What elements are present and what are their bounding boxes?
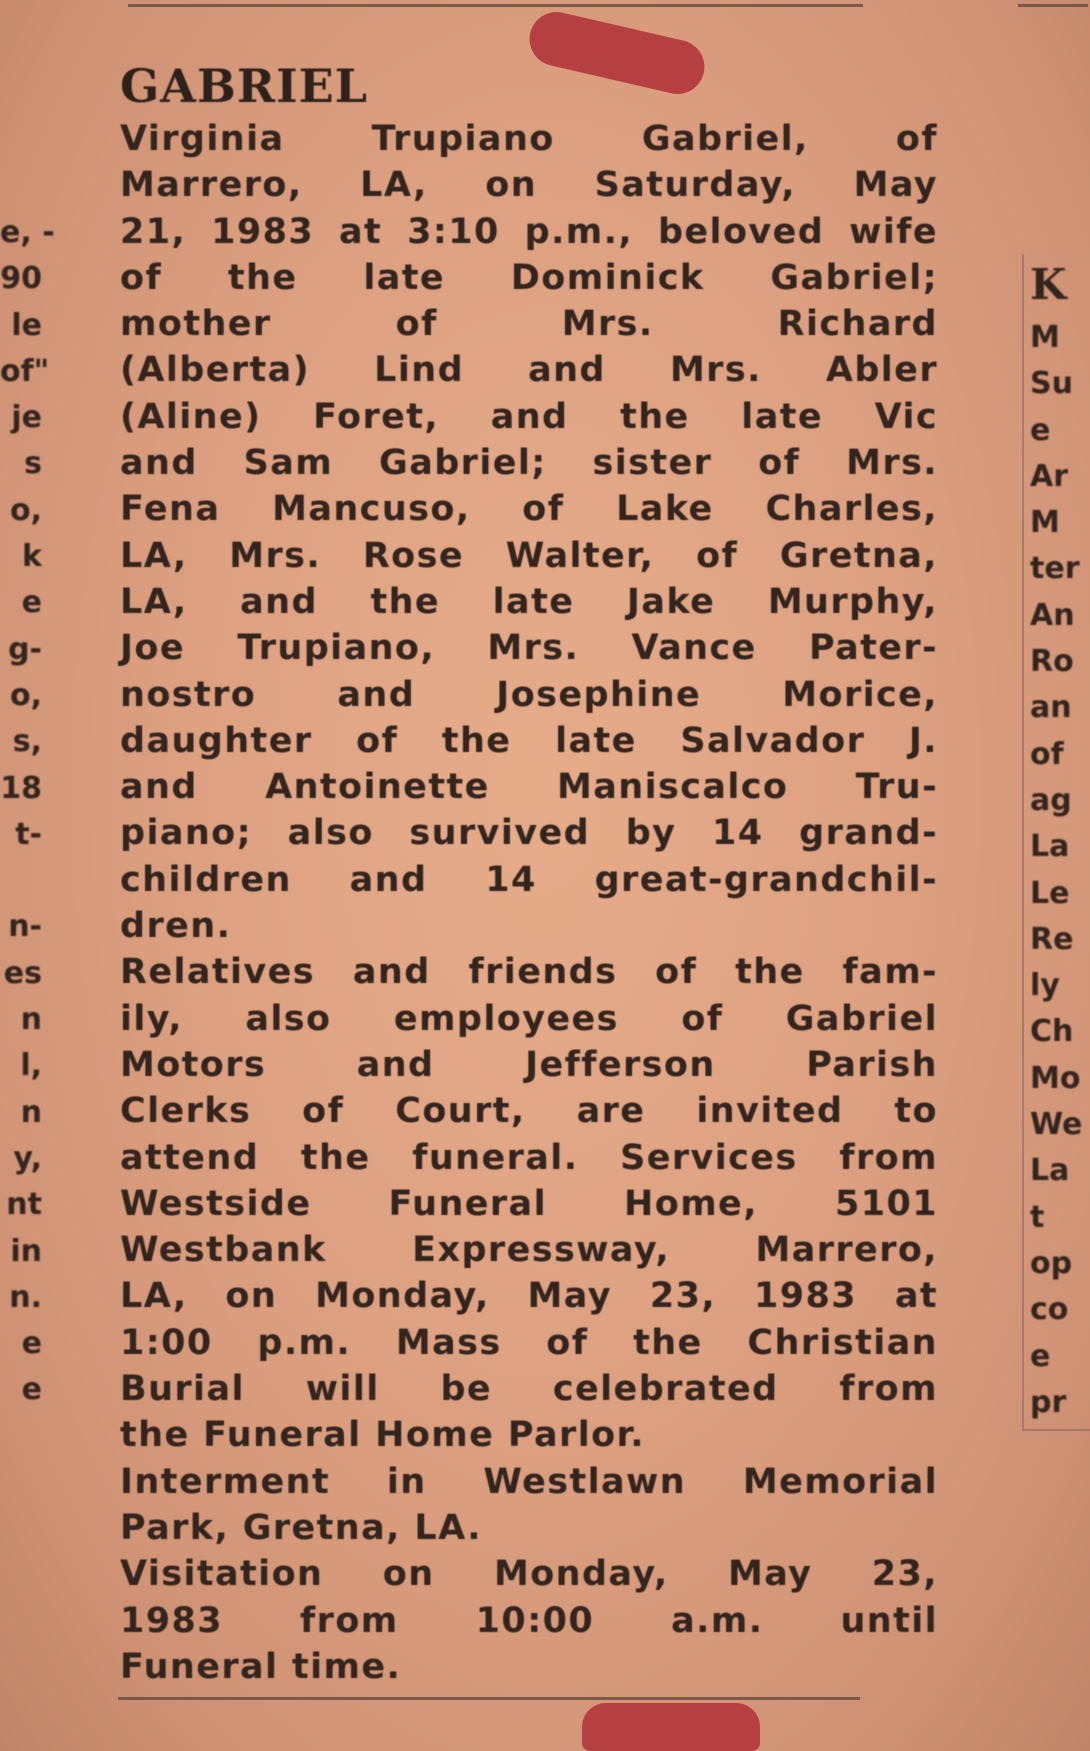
obituary-line: mother of Mrs. Richard — [120, 304, 938, 345]
obituary-line: Relatives and friends of the fam- — [120, 952, 938, 993]
right-column-fragment: Su — [1030, 366, 1073, 402]
left-column-fragment: t- — [15, 816, 42, 852]
obituary-line: Visitation on Monday, May 23, — [120, 1554, 938, 1595]
obituary-line: daughter of the late Salvador J. — [120, 720, 938, 761]
right-column-fragment: t — [1030, 1199, 1045, 1235]
right-column-fragment: op — [1030, 1245, 1073, 1281]
right-column-fragment: La — [1030, 829, 1070, 865]
left-column-fragment: n- — [8, 909, 42, 945]
bottom-rule — [118, 1697, 860, 1700]
left-column-fragment: n — [20, 1094, 42, 1130]
right-column-fragment: ly — [1030, 968, 1060, 1004]
right-column-fragment: An — [1030, 597, 1075, 633]
right-column-fragment: M — [1030, 320, 1060, 355]
left-column-fragment: e — [21, 1326, 42, 1362]
right-column-fragments — [1030, 255, 1088, 1426]
left-column-fragment: e, - — [0, 215, 55, 250]
obituary-line: Joe Trupiano, Mrs. Vance Pater- — [120, 628, 938, 669]
obituary-line: and Antoinette Maniscalco Tru- — [120, 767, 938, 808]
left-column-fragment: n — [20, 1002, 42, 1038]
obituary-line: Marrero, LA, on Saturday, May — [120, 165, 938, 206]
obituary-line: of the late Dominick Gabriel; — [120, 257, 938, 298]
obituary-line: attend the funeral. Services from — [120, 1137, 938, 1178]
right-column-fragment: e — [1030, 412, 1051, 448]
obituary-line: piano; also survived by 14 grand- — [120, 813, 938, 854]
obituary-headline: GABRIEL — [120, 59, 369, 113]
obituary-line: 21, 1983 at 3:10 p.m., beloved wife — [120, 211, 938, 252]
right-column-fragment: e — [1030, 1338, 1051, 1374]
right-column-fragment: Ro — [1030, 644, 1074, 680]
top-rule — [128, 4, 863, 7]
obituary-line: Motors and Jefferson Parish — [120, 1044, 938, 1085]
left-column-fragment: s — [24, 446, 42, 482]
obituary-line: 1:00 p.m. Mass of the Christian — [120, 1322, 938, 1363]
left-column-fragment — [0, 858, 42, 904]
right-column-headline: K — [1030, 260, 1067, 309]
right-column-fragment: of — [1030, 736, 1064, 772]
right-column-fragment: co — [1030, 1292, 1069, 1328]
obituary-line: children and 14 great-grandchil- — [120, 859, 938, 900]
left-column-fragment: g- — [8, 631, 42, 667]
right-column-fragment: ag — [1030, 782, 1072, 818]
left-column-fragment: k — [22, 539, 42, 575]
obituary-line: LA, Mrs. Rose Walter, of Gretna, — [120, 535, 938, 576]
right-column-fragment: M — [1030, 505, 1060, 541]
left-column-fragment: es — [3, 955, 42, 991]
right-column-fragment: pr — [1030, 1384, 1067, 1420]
obituary-line: (Alberta) Lind and Mrs. Abler — [120, 350, 938, 391]
left-column-fragment: y, — [13, 1140, 42, 1176]
obituary-line: (Aline) Foret, and the late Vic — [120, 396, 938, 437]
red-marker-stroke-bottom — [582, 1703, 760, 1751]
right-column-fragment: Re — [1030, 921, 1074, 957]
right-column-fragment: We — [1030, 1107, 1083, 1143]
right-column-fragment: Ar — [1030, 458, 1069, 494]
obituary-line: ily, also employees of Gabriel — [120, 998, 938, 1039]
right-column-fragment: Mo — [1030, 1060, 1081, 1096]
left-column-fragment: o, — [9, 677, 42, 713]
right-column-fragment: ter — [1030, 551, 1080, 587]
obituary-line: and Sam Gabriel; sister of Mrs. — [120, 443, 938, 484]
right-column-fragment: an — [1030, 690, 1072, 726]
right-column-fragment: Le — [1030, 875, 1070, 911]
left-column-fragment: e — [21, 1372, 42, 1408]
left-column-fragment: o, — [9, 492, 42, 528]
obituary-line: dren. — [120, 906, 232, 947]
left-column-fragment: le — [11, 307, 42, 343]
left-column-fragment: 90 — [0, 261, 42, 297]
obituary-line: Westbank Expressway, Marrero, — [120, 1230, 938, 1271]
obituary-line: nostro and Josephine Morice, — [120, 674, 938, 715]
left-column-fragment: 18 — [0, 770, 42, 806]
top-rule-right — [1018, 4, 1088, 7]
obituary-line: Burial will be celebrated from — [120, 1369, 938, 1410]
left-column-fragment: s, — [12, 724, 42, 760]
left-column-fragment: nt — [6, 1187, 42, 1223]
left-column-fragment: je — [11, 400, 42, 436]
obituary-line: the Funeral Home Parlor. — [120, 1415, 645, 1456]
right-column-fragment: La — [1030, 1153, 1070, 1189]
left-column-fragment: of" — [0, 353, 50, 389]
obituary-line: LA, and the late Jake Murphy, — [120, 581, 938, 622]
obituary-line: Funeral time. — [120, 1646, 402, 1687]
obituary-line: 1983 from 10:00 a.m. until — [120, 1600, 938, 1641]
obituary-body — [120, 116, 938, 1690]
left-column-fragment: l, — [20, 1048, 42, 1084]
obituary-line: Westside Funeral Home, 5101 — [120, 1183, 938, 1224]
obituary-line: Clerks of Court, are invited to — [120, 1091, 938, 1132]
left-column-fragments — [0, 210, 55, 1414]
obituary-line: Virginia Trupiano Gabriel, of — [120, 119, 938, 159]
right-column-fragment: Ch — [1030, 1014, 1074, 1050]
left-column-fragment: e — [21, 585, 42, 621]
obituary-article — [120, 56, 938, 1690]
obituary-line: LA, on Monday, May 23, 1983 at — [120, 1276, 938, 1317]
obituary-line: Park, Gretna, LA. — [120, 1507, 482, 1548]
left-column-fragment: n. — [9, 1279, 42, 1315]
obituary-line: Fena Mancuso, of Lake Charles, — [120, 489, 938, 530]
obituary-line: Interment in Westlawn Memorial — [120, 1461, 938, 1502]
left-column-fragment: in — [10, 1233, 42, 1269]
